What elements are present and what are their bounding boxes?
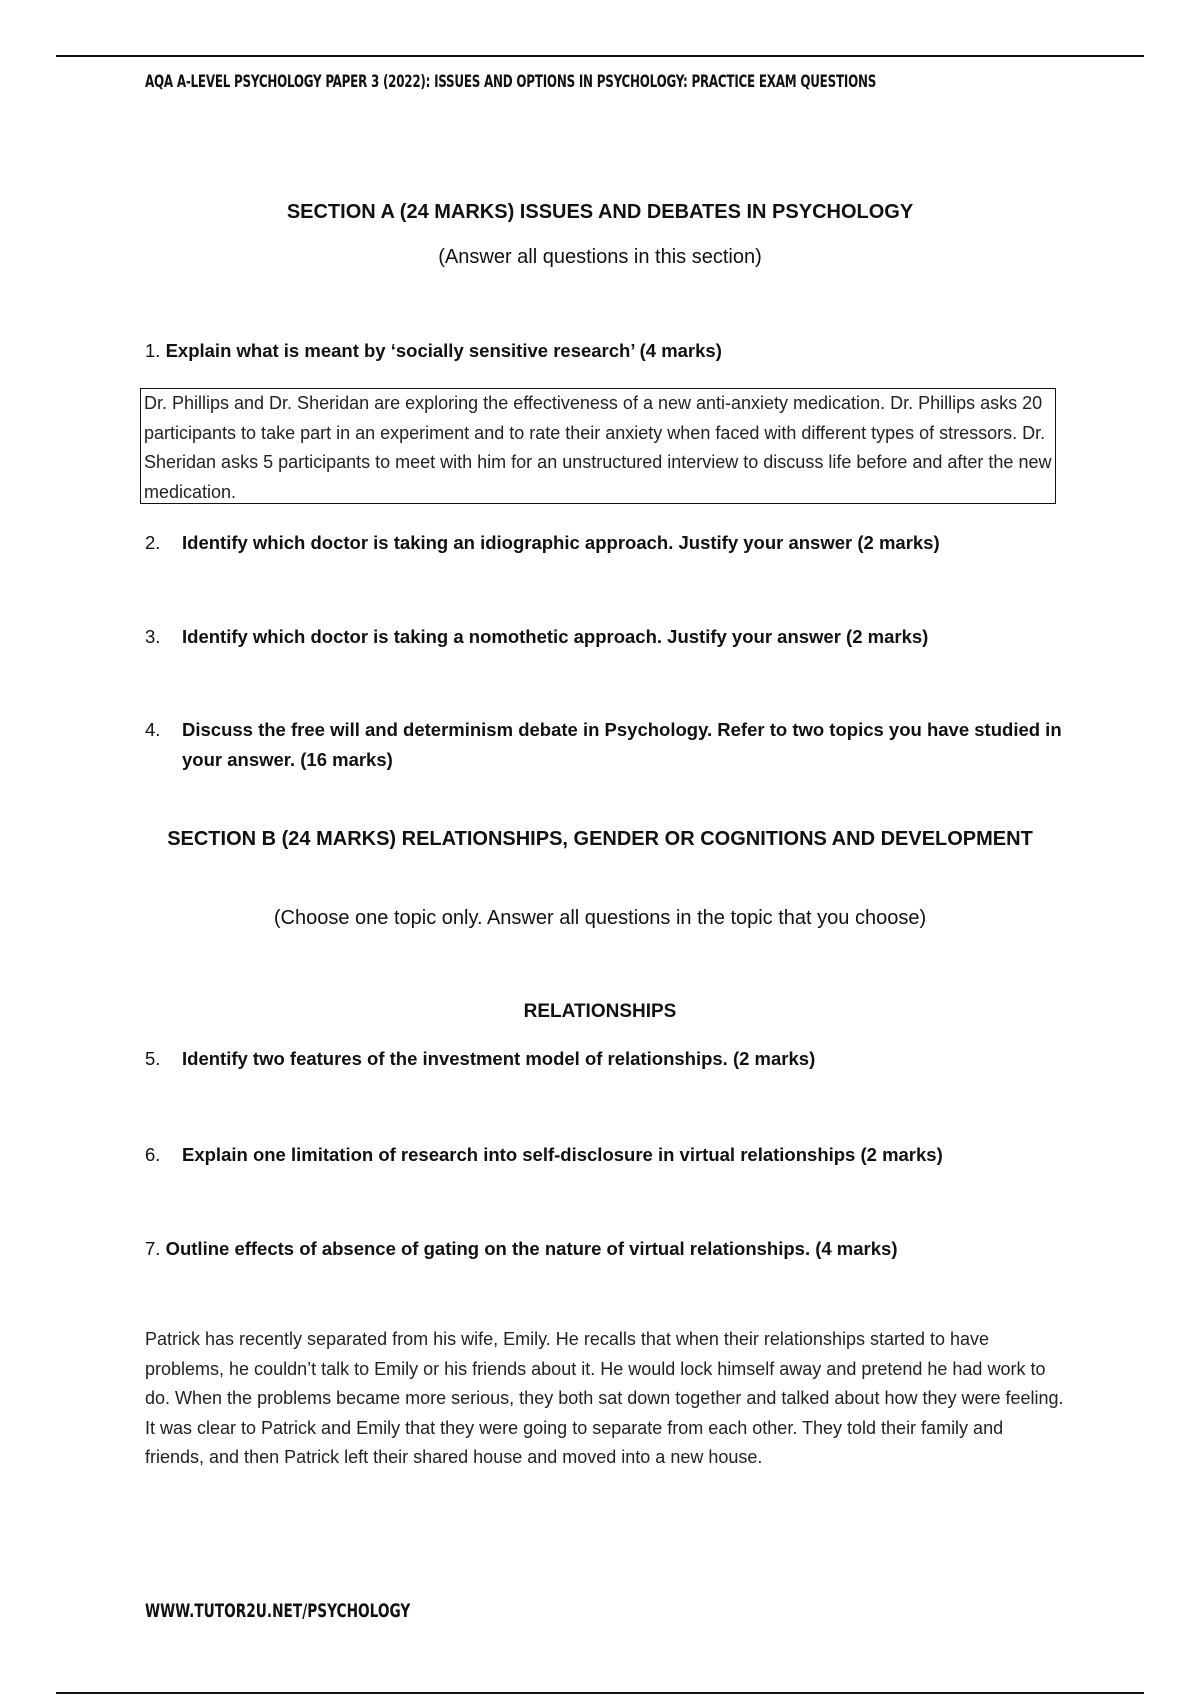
- question-number: 5.: [145, 1048, 161, 1069]
- page-header: AQA A-LEVEL PSYCHOLOGY PAPER 3 (2022): ISSUES AND OPTIONS IN PSYCHOLOGY: PRACTICE EXAM QUESTIONS: [145, 72, 877, 92]
- question-number: 1.: [145, 340, 161, 361]
- question-2: [145, 528, 1102, 558]
- section-b-title: SECTION B (24 MARKS) RELATIONSHIPS, GENDER OR COGNITIONS AND DEVELOPMENT: [167, 828, 1033, 850]
- question-text: Identify two features of the investment model of relationships. (2 marks): [182, 1048, 816, 1069]
- section-a-instruction: (Answer all questions in this section): [438, 246, 762, 268]
- question-number: 4.: [145, 719, 161, 740]
- question-number: 3.: [145, 626, 161, 647]
- question-text: Explain what is meant by ‘socially sensitive research’ (4 marks): [165, 340, 722, 361]
- top-rule: [56, 55, 1144, 57]
- bottom-rule: [56, 1692, 1144, 1694]
- question-4: [145, 715, 1102, 775]
- question-3: [145, 622, 1102, 652]
- question-text: Explain one limitation of research into self-disclosure in virtual relationships (2 marks): [182, 1144, 943, 1165]
- question-number: 2.: [145, 532, 161, 553]
- question-text: Identify which doctor is taking a nomothetic approach. Justify your answer (2 marks): [182, 626, 929, 647]
- question-text: Identify which doctor is taking an idiographic approach. Justify your answer (2 marks): [182, 532, 940, 553]
- scenario-box-doctors: Dr. Phillips and Dr. Sheridan are exploring the effectiveness of a new anti-anxiety medication. Dr. Phillips asks 20 participants to take part in an experiment and to rate their anxiety when faced with different types of stressors. Dr. Sheridan asks 5 participants to meet with him for an unstructured interview to discuss life before and after the new medication.: [140, 388, 1056, 504]
- question-6: [145, 1140, 1102, 1170]
- question-5: [145, 1044, 1102, 1074]
- question-1: [145, 336, 1065, 366]
- scenario-patrick: Patrick has recently separated from his wife, Emily. He recalls that when their relationships started to have problems, he couldn’t talk to Emily or his friends about it. He would lock himself away and pretend he had work to do. When the problems became more serious, they both sat down together and talked about how they were feeling. It was clear to Patrick and Emily that they were going to separate from each other. They told their family and friends, and then Patrick left their shared house and moved into a new house.: [145, 1329, 1064, 1467]
- question-7: [145, 1234, 1065, 1264]
- footer-url: WWW.TUTOR2U.NET/PSYCHOLOGY: [145, 1600, 411, 1622]
- question-number: 6.: [145, 1144, 161, 1165]
- question-number: 7.: [145, 1238, 161, 1259]
- section-a-title: SECTION A (24 MARKS) ISSUES AND DEBATES IN PSYCHOLOGY: [286, 201, 914, 223]
- section-b-instruction: (Choose one topic only. Answer all questions in the topic that you choose): [273, 907, 927, 929]
- question-text: Discuss the free will and determinism debate in Psychology. Refer to two topics you have studied in your answer. (16 marks): [182, 719, 1062, 770]
- topic-heading-relationships: RELATIONSHIPS: [523, 1001, 677, 1022]
- question-text: Outline effects of absence of gating on the nature of virtual relationships. (4 marks): [165, 1238, 898, 1259]
